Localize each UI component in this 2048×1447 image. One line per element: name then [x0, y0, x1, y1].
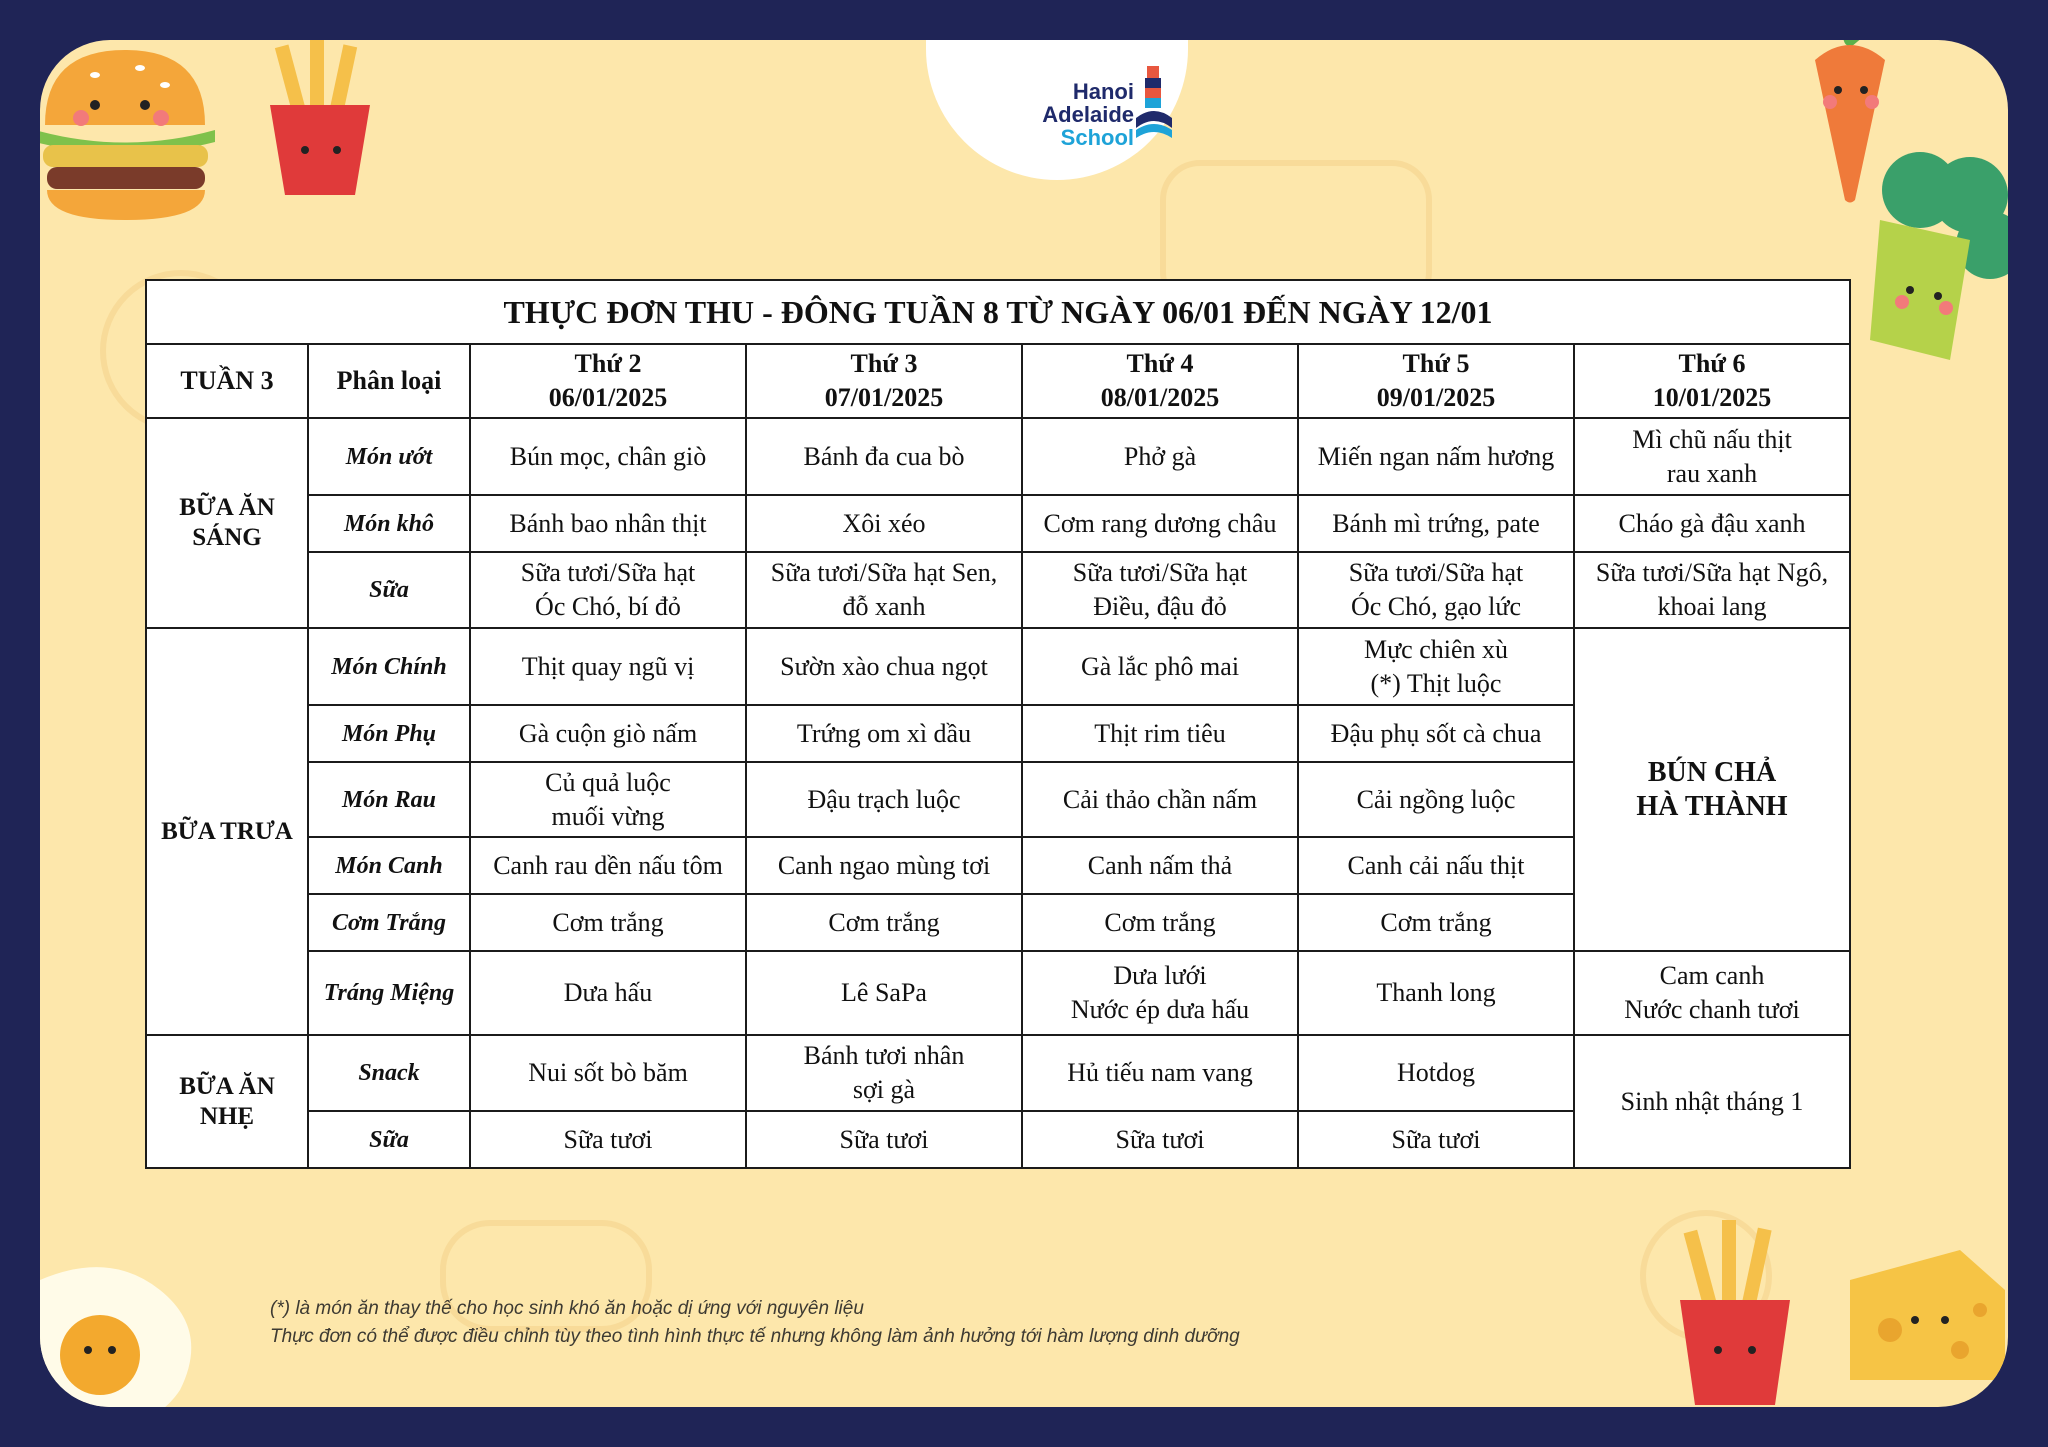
- table-row: [146, 552, 1850, 628]
- cell-line: Óc Chó, bí đỏ: [535, 592, 681, 621]
- cell-line: rau xanh: [1666, 458, 1758, 488]
- cell-line: Mì chũ nấu thịt: [1632, 424, 1792, 454]
- category-mon-rau: Món Rau: [308, 762, 470, 837]
- menu-cell: Canh cải nấu thịt: [1298, 837, 1574, 894]
- category-com-trang: Cơm Trắng: [308, 894, 470, 951]
- cell-line: Sữa tươi/Sữa hạt: [1348, 558, 1524, 587]
- category-mon-phu: Món Phụ: [308, 705, 470, 762]
- menu-cell: Thanh long: [1298, 951, 1574, 1035]
- day-header-fri: [1574, 344, 1850, 418]
- day-header-wed: [1022, 344, 1298, 418]
- cell-line: HÀ THÀNH: [1636, 790, 1788, 822]
- category-sua-nhe: Sữa: [308, 1111, 470, 1168]
- menu-cell: Nui sốt bò băm: [470, 1035, 746, 1111]
- friday-birthday: Sinh nhật tháng 1: [1574, 1035, 1850, 1168]
- logo-line-2: Adelaide: [1042, 102, 1134, 127]
- category-snack: Snack: [308, 1035, 470, 1111]
- menu-cell: Hotdog: [1298, 1035, 1574, 1111]
- menu-cell: Cải thảo chần nấm: [1022, 762, 1298, 837]
- category-trang-mieng: Tráng Miệng: [308, 951, 470, 1035]
- menu-cell: Canh nấm thả: [1022, 837, 1298, 894]
- menu-cell: Phở gà: [1022, 418, 1298, 495]
- menu-cell: Gà cuộn giò nấm: [470, 705, 746, 762]
- day-header-mon: [470, 344, 746, 418]
- category-mon-chinh: Món Chính: [308, 628, 470, 705]
- menu-cell: [1574, 951, 1850, 1035]
- cell-line: Điều, đậu đỏ: [1093, 592, 1227, 621]
- day-name: Thứ 4: [1126, 349, 1194, 378]
- menu-cell: Đậu phụ sốt cà chua: [1298, 705, 1574, 762]
- group-line: BỮA ĂN: [179, 1072, 275, 1100]
- day-name: Thứ 5: [1402, 349, 1470, 378]
- table-row: [146, 628, 1850, 705]
- menu-cell: Gà lắc phô mai: [1022, 628, 1298, 705]
- menu-cell: Đậu trạch luộc: [746, 762, 1022, 837]
- logo-line-1: Hanoi: [1072, 79, 1134, 104]
- cell-line: Dưa lưới: [1113, 961, 1207, 990]
- menu-cell: Canh ngao mùng tơi: [746, 837, 1022, 894]
- day-date: 06/01/2025: [548, 383, 668, 412]
- day-header-tue: [746, 344, 1022, 418]
- day-header-thu: [1298, 344, 1574, 418]
- menu-cell: Bún mọc, chân giò: [470, 418, 746, 495]
- menu-cell: Cải ngồng luộc: [1298, 762, 1574, 837]
- menu-cell: [1298, 552, 1574, 628]
- menu-cell: Bánh bao nhân thịt: [470, 495, 746, 552]
- cell-line: BÚN CHẢ: [1647, 756, 1777, 788]
- group-lunch: BỮA TRƯA: [146, 628, 308, 1035]
- cell-line: Nước ép dưa hấu: [1070, 995, 1250, 1024]
- menu-cell: Dưa hấu: [470, 951, 746, 1035]
- menu-cell: Trứng om xì dầu: [746, 705, 1022, 762]
- category-sua: Sữa: [308, 552, 470, 628]
- cell-line: muối vừng: [551, 801, 665, 831]
- footnote-line-1: (*) là món ăn thay thế cho học sinh khó ăn hoặc dị ứng với nguyên liệu: [270, 1298, 864, 1319]
- menu-cell: [746, 552, 1022, 628]
- menu-cell: Hủ tiếu nam vang: [1022, 1035, 1298, 1111]
- menu-cell: Bánh mì trứng, pate: [1298, 495, 1574, 552]
- menu-table: [145, 279, 1851, 1169]
- group-line: NHẸ: [199, 1102, 255, 1130]
- menu-cell: Bánh đa cua bò: [746, 418, 1022, 495]
- category-mon-kho: Món khô: [308, 495, 470, 552]
- group-line: BỮA ĂN: [179, 494, 275, 521]
- fries-icon: [1660, 1220, 1810, 1407]
- day-name: Thứ 6: [1678, 349, 1746, 378]
- group-light-meal: [146, 1035, 308, 1168]
- category-mon-canh: Món Canh: [308, 837, 470, 894]
- menu-cell: Thịt rim tiêu: [1022, 705, 1298, 762]
- menu-cell: Cơm trắng: [1298, 894, 1574, 951]
- header-row: [146, 344, 1850, 418]
- cell-line: sợi gà: [852, 1075, 916, 1104]
- cell-line: Sữa tươi/Sữa hạt: [1072, 558, 1248, 587]
- menu-cell: [470, 552, 746, 628]
- menu-cell: [1574, 418, 1850, 495]
- menu-cell: Sườn xào chua ngọt: [746, 628, 1022, 705]
- menu-cell: [1298, 628, 1574, 705]
- burger-icon: [40, 40, 235, 230]
- menu-cell: Cơm rang dương châu: [1022, 495, 1298, 552]
- menu-cell: Canh rau dền nấu tôm: [470, 837, 746, 894]
- menu-cell: Lê SaPa: [746, 951, 1022, 1035]
- table-row: [146, 1035, 1850, 1111]
- group-line: SÁNG: [192, 524, 262, 551]
- menu-cell: Cơm trắng: [1022, 894, 1298, 951]
- table-row: [146, 951, 1850, 1035]
- cell-line: Nước chanh tươi: [1624, 995, 1800, 1024]
- cell-line: Sữa tươi/Sữa hạt Sen,: [770, 558, 998, 587]
- menu-cell: [1574, 552, 1850, 628]
- cell-line: (*) Thịt luộc: [1370, 668, 1502, 698]
- cheese-icon: [1840, 1240, 2008, 1390]
- menu-cell: Sữa tươi: [1298, 1111, 1574, 1168]
- menu-cell: [1022, 552, 1298, 628]
- table-row: [146, 495, 1850, 552]
- menu-cell: Cơm trắng: [470, 894, 746, 951]
- day-name: Thứ 2: [574, 349, 642, 378]
- logo-line-3: School: [1060, 125, 1134, 150]
- cell-line: Sữa tươi/Sữa hạt: [520, 558, 696, 587]
- broccoli-icon: [1860, 150, 2008, 370]
- menu-cell: Cơm trắng: [746, 894, 1022, 951]
- fries-icon: [245, 40, 395, 205]
- cell-line: Củ quả luộc: [545, 767, 671, 797]
- cell-line: Bánh tươi nhân: [803, 1041, 965, 1070]
- menu-cell: [470, 762, 746, 837]
- footnote-line-2: Thực đơn có thể được điều chỉnh tùy theo tình hình thực tế nhưng không làm ảnh hưởng tới hàm lượng dinh dưỡng: [270, 1326, 1240, 1347]
- menu-cell: Miến ngan nấm hương: [1298, 418, 1574, 495]
- menu-cell: Sữa tươi: [470, 1111, 746, 1168]
- lighthouse-icon: [1136, 66, 1172, 142]
- cell-line: Óc Chó, gạo lức: [1350, 592, 1522, 621]
- day-date: 10/01/2025: [1652, 383, 1772, 412]
- menu-cell: Xôi xéo: [746, 495, 1022, 552]
- category-mon-uot: Món ướt: [308, 418, 470, 495]
- day-date: 09/01/2025: [1376, 383, 1496, 412]
- group-breakfast: [146, 418, 308, 628]
- menu-cell: [1022, 951, 1298, 1035]
- day-date: 08/01/2025: [1100, 383, 1220, 412]
- day-date: 07/01/2025: [824, 383, 944, 412]
- footnotes: [270, 1295, 1240, 1351]
- cell-line: đỗ xanh: [842, 592, 926, 621]
- menu-cell: [746, 1035, 1022, 1111]
- menu-cell: Thịt quay ngũ vị: [470, 628, 746, 705]
- table-row: [146, 418, 1850, 495]
- menu-title: THỰC ĐƠN THU - ĐÔNG TUẦN 8 TỪ NGÀY 06/01 ĐẾN NGÀY 12/01: [146, 280, 1850, 344]
- school-logo: [926, 40, 1188, 180]
- menu-cell: Sữa tươi: [1022, 1111, 1298, 1168]
- cell-line: Mực chiên xù: [1363, 634, 1509, 664]
- menu-cell: Cháo gà đậu xanh: [1574, 495, 1850, 552]
- week-label: TUẦN 3: [146, 344, 308, 418]
- menu-cell: Sữa tươi: [746, 1111, 1022, 1168]
- cell-line: Cam canh: [1659, 961, 1765, 990]
- category-header: Phân loại: [308, 344, 470, 418]
- cell-line: khoai lang: [1657, 592, 1767, 621]
- day-name: Thứ 3: [850, 349, 918, 378]
- egg-icon: [40, 1260, 210, 1407]
- friday-lunch-special: [1574, 628, 1850, 951]
- cell-line: Sữa tươi/Sữa hạt Ngô,: [1595, 558, 1829, 587]
